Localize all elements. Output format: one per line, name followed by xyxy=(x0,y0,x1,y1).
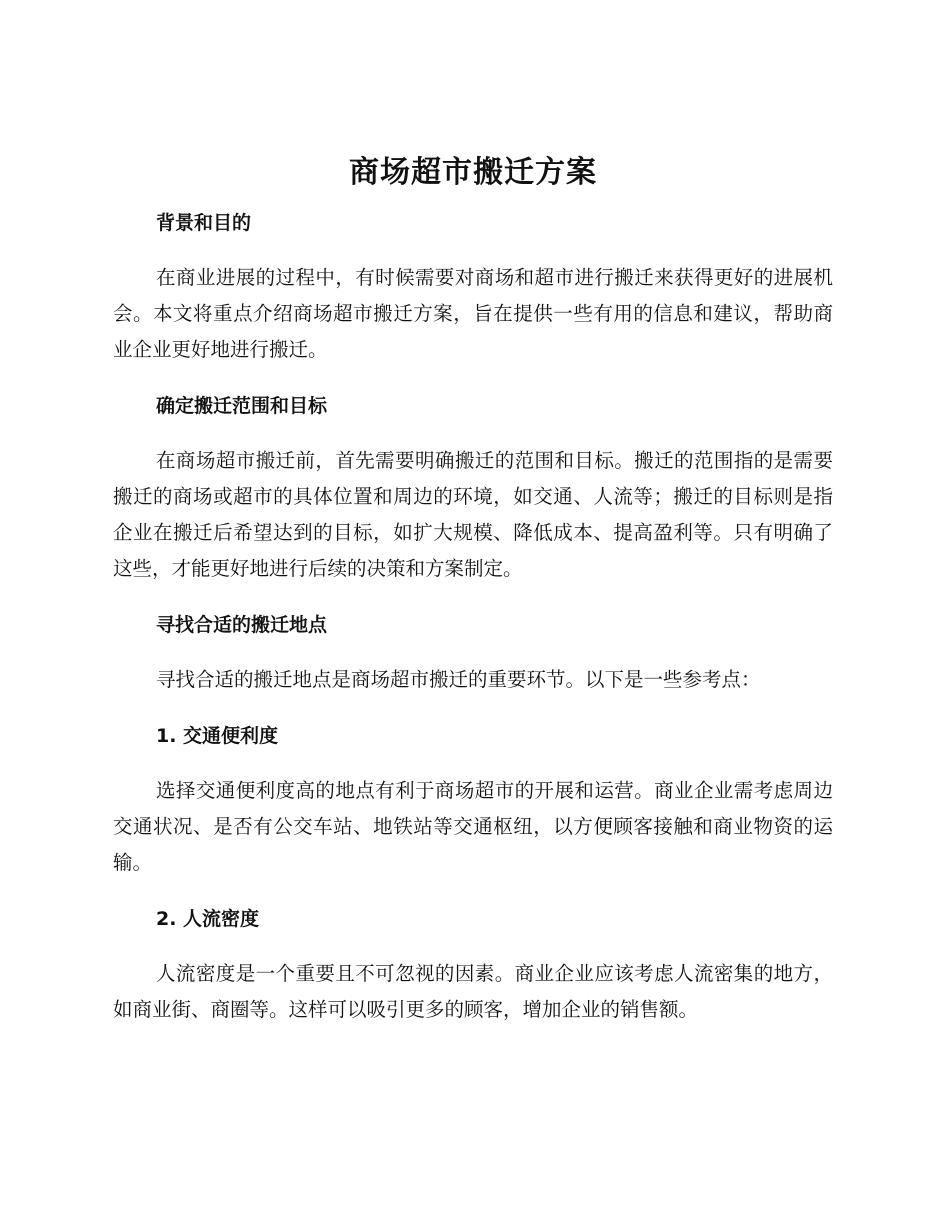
section-heading-background: 背景和目的 xyxy=(156,212,252,234)
document-title: 商场超市搬迁方案 xyxy=(349,155,597,190)
section-paragraph-location: 寻找合适的搬迁地点是商场超市搬迁的重要环节。以下是一些参考点： xyxy=(156,668,761,691)
document-body xyxy=(113,150,833,1053)
section-paragraph-background: 在商业进展的过程中，有时候需要对商场和超市进行搬迁来获得更好的进展机会。本文将重点介绍商场超市搬迁方案，旨在提供一些有用的信息和建议，帮助商业企业更好地进行搬迁。 xyxy=(113,266,833,361)
section-heading-scope: 确定搬迁范围和目标 xyxy=(156,395,328,417)
section-paragraph-scope: 在商场超市搬迁前，首先需要明确搬迁的范围和目标。搬迁的范围指的是需要搬迁的商场或超市的具体位置和周边的环境，如交通、人流等；搬迁的目标则是指企业在搬迁后希望达到的目标，如扩大规模、降低成本、提高盈利等。只有明确了这些，才能更好地进行后续的决策和方案制定。 xyxy=(113,449,833,580)
section-paragraph-transport: 选择交通便利度高的地点有利于商场超市的开展和运营。商业企业需考虑周边交通状况、是否有公交车站、地铁站等交通枢纽，以方便顾客接触和商业物资的运输。 xyxy=(113,779,833,874)
section-heading-transport: 1. 交通便利度 xyxy=(156,725,279,747)
section-heading-location: 寻找合适的搬迁地点 xyxy=(156,614,328,636)
section-heading-foot-traffic: 2. 人流密度 xyxy=(156,908,260,930)
section-paragraph-foot-traffic: 人流密度是一个重要且不可忽视的因素。商业企业应该考虑人流密集的地方，如商业街、商圈等。这样可以吸引更多的顾客，增加企业的销售额。 xyxy=(113,962,833,1021)
